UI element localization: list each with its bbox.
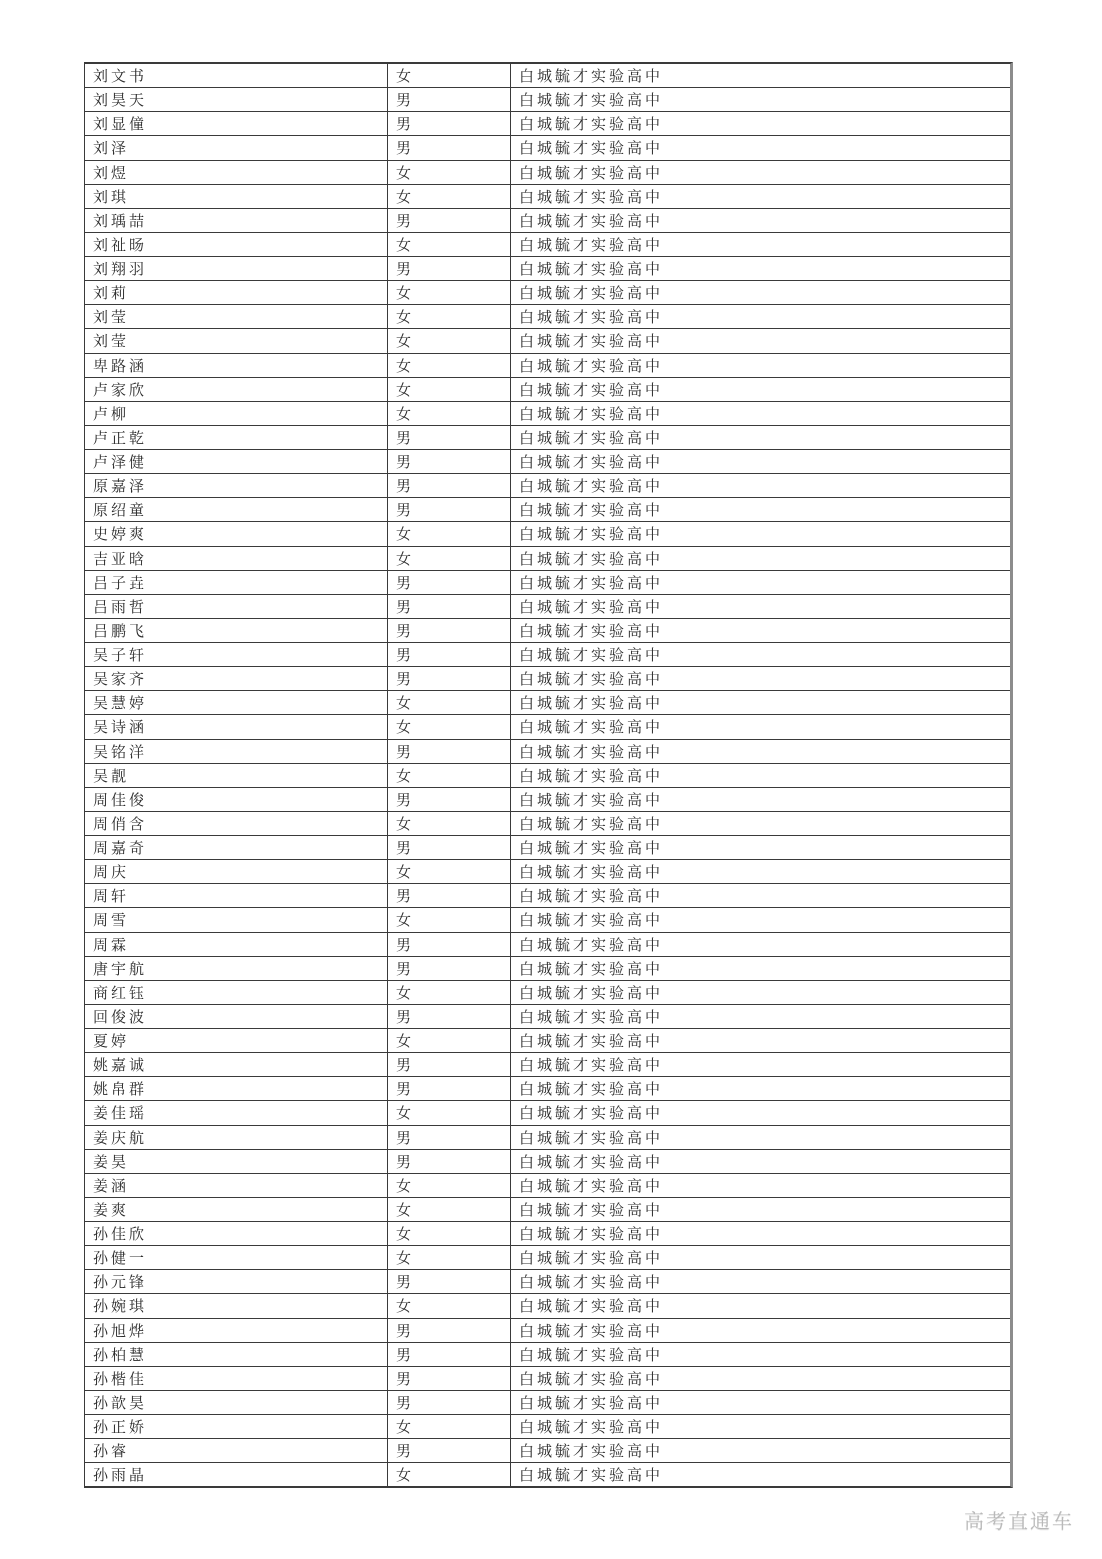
- gender-cell: 男: [388, 1150, 511, 1173]
- gender-cell: 女: [388, 860, 511, 883]
- gender-cell: 男: [388, 1439, 511, 1462]
- gender-cell: 男: [388, 957, 511, 980]
- gender-cell: 女: [388, 1294, 511, 1317]
- student-name-cell: 吴铭洋: [85, 740, 388, 763]
- school-cell: 白城毓才实验高中: [519, 1178, 664, 1195]
- table-row: [85, 1319, 1010, 1343]
- school-cell: 白城毓才实验高中: [519, 768, 664, 785]
- table-row: [85, 1198, 1010, 1222]
- gender-cell: 男: [388, 836, 511, 859]
- student-name-cell: 姜庆航: [85, 1126, 388, 1149]
- student-name-cell: 姚帛群: [85, 1077, 388, 1100]
- table-row: [85, 1150, 1010, 1174]
- table-row: [85, 1077, 1010, 1101]
- table-row: [85, 571, 1010, 595]
- gender-cell: 男: [388, 933, 511, 956]
- student-name-cell: 周雪: [85, 908, 388, 931]
- table-row: [85, 1101, 1010, 1125]
- student-name-cell: 刘琪: [85, 185, 388, 208]
- school-cell: 白城毓才实验高中: [519, 527, 664, 544]
- school-cell: 白城毓才实验高中: [519, 1082, 664, 1099]
- gender-cell: 男: [388, 498, 511, 521]
- gender-cell: 男: [388, 1270, 511, 1293]
- student-name-cell: 唐宇航: [85, 957, 388, 980]
- student-name-cell: 原绍童: [85, 498, 388, 521]
- table-row: [85, 1270, 1010, 1294]
- gender-cell: 男: [388, 571, 511, 594]
- student-name-cell: 孙歆昊: [85, 1391, 388, 1414]
- gender-cell: 男: [388, 1126, 511, 1149]
- table-row: [85, 812, 1010, 836]
- school-cell: 白城毓才实验高中: [519, 937, 664, 954]
- student-name-cell: 刘煜: [85, 161, 388, 184]
- student-name-cell: 吴慧婷: [85, 691, 388, 714]
- table-row: [85, 136, 1010, 160]
- gender-cell: 男: [388, 1343, 511, 1366]
- student-name-cell: 吉亚晗: [85, 547, 388, 570]
- student-name-cell: 吴靓: [85, 764, 388, 787]
- school-cell: 白城毓才实验高中: [519, 792, 664, 809]
- school-cell: 白城毓才实验高中: [519, 69, 664, 86]
- table-row: [85, 1439, 1010, 1463]
- student-name-cell: 孙雨晶: [85, 1463, 388, 1486]
- gender-cell: 男: [388, 209, 511, 232]
- table-row: [85, 667, 1010, 691]
- table-row: [85, 1367, 1010, 1391]
- table-row: [85, 933, 1010, 957]
- school-cell: 白城毓才实验高中: [519, 1323, 664, 1340]
- gender-cell: 女: [388, 1415, 511, 1438]
- gender-cell: 女: [388, 1463, 511, 1486]
- school-cell: 白城毓才实验高中: [519, 1227, 664, 1244]
- student-name-cell: 周轩: [85, 884, 388, 907]
- student-name-cell: 卢正乾: [85, 426, 388, 449]
- student-name-cell: 卑路涵: [85, 354, 388, 377]
- student-name-cell: 卢柳: [85, 402, 388, 425]
- school-cell: 白城毓才实验高中: [519, 406, 664, 423]
- school-cell: 白城毓才实验高中: [519, 503, 664, 520]
- gender-cell: 女: [388, 691, 511, 714]
- student-name-cell: 刘泽: [85, 136, 388, 159]
- gender-cell: 女: [388, 981, 511, 1004]
- student-name-cell: 姜涵: [85, 1174, 388, 1197]
- table-row: [85, 764, 1010, 788]
- school-cell: 白城毓才实验高中: [519, 310, 664, 327]
- gender-cell: 女: [388, 764, 511, 787]
- table-row: [85, 908, 1010, 932]
- gender-cell: 男: [388, 1319, 511, 1342]
- school-cell: 白城毓才实验高中: [519, 696, 664, 713]
- table-row: [85, 1222, 1010, 1246]
- student-name-cell: 周嘉奇: [85, 836, 388, 859]
- school-cell: 白城毓才实验高中: [519, 865, 664, 882]
- student-name-cell: 刘莹: [85, 305, 388, 328]
- gender-cell: 男: [388, 619, 511, 642]
- student-name-cell: 周霖: [85, 933, 388, 956]
- table-row: [85, 522, 1010, 546]
- school-cell: 白城毓才实验高中: [519, 672, 664, 689]
- gender-cell: 男: [388, 474, 511, 497]
- gender-cell: 男: [388, 1053, 511, 1076]
- school-cell: 白城毓才实验高中: [519, 1009, 664, 1026]
- school-cell: 白城毓才实验高中: [519, 1202, 664, 1219]
- school-cell: 白城毓才实验高中: [519, 1275, 664, 1292]
- student-name-cell: 孙健一: [85, 1246, 388, 1269]
- student-name-cell: 姜佳瑶: [85, 1101, 388, 1124]
- school-cell: 白城毓才实验高中: [519, 744, 664, 761]
- school-cell: 白城毓才实验高中: [519, 141, 664, 158]
- gender-cell: 男: [388, 426, 511, 449]
- student-name-cell: 卢家欣: [85, 378, 388, 401]
- table-row: [85, 209, 1010, 233]
- student-name-cell: 商红钰: [85, 981, 388, 1004]
- school-cell: 白城毓才实验高中: [519, 1299, 664, 1316]
- watermark-text: 高考直通车: [964, 1511, 1074, 1533]
- table-row: [85, 860, 1010, 884]
- table-row: [85, 161, 1010, 185]
- table-row: [85, 88, 1010, 112]
- student-name-cell: 姜爽: [85, 1198, 388, 1221]
- school-cell: 白城毓才实验高中: [519, 1347, 664, 1364]
- table-row: [85, 426, 1010, 450]
- table-row: [85, 836, 1010, 860]
- table-row: [85, 257, 1010, 281]
- table-row: [85, 1005, 1010, 1029]
- school-cell: 白城毓才实验高中: [519, 1468, 664, 1485]
- school-cell: 白城毓才实验高中: [519, 430, 664, 447]
- student-name-cell: 刘翔羽: [85, 257, 388, 280]
- table-row: [85, 498, 1010, 522]
- school-cell: 白城毓才实验高中: [519, 1034, 664, 1051]
- school-cell: 白城毓才实验高中: [519, 961, 664, 978]
- student-name-cell: 刘莉: [85, 281, 388, 304]
- school-cell: 白城毓才实验高中: [519, 93, 664, 110]
- school-cell: 白城毓才实验高中: [519, 1130, 664, 1147]
- school-cell: 白城毓才实验高中: [519, 1106, 664, 1123]
- gender-cell: 女: [388, 715, 511, 738]
- student-name-cell: 夏婷: [85, 1029, 388, 1052]
- table-row: [85, 402, 1010, 426]
- school-cell: 白城毓才实验高中: [519, 479, 664, 496]
- table-row: [85, 1246, 1010, 1270]
- school-cell: 白城毓才实验高中: [519, 913, 664, 930]
- student-name-cell: 史婷爽: [85, 522, 388, 545]
- gender-cell: 女: [388, 1101, 511, 1124]
- table-row: [85, 305, 1010, 329]
- student-name-cell: 刘文书: [85, 64, 388, 87]
- gender-cell: 女: [388, 1029, 511, 1052]
- table-row: [85, 1174, 1010, 1198]
- gender-cell: 男: [388, 667, 511, 690]
- table-row: [85, 884, 1010, 908]
- school-cell: 白城毓才实验高中: [519, 1444, 664, 1461]
- school-cell: 白城毓才实验高中: [519, 382, 664, 399]
- student-name-cell: 孙婉琪: [85, 1294, 388, 1317]
- table-row: [85, 354, 1010, 378]
- gender-cell: 女: [388, 1246, 511, 1269]
- student-name-cell: 周俏含: [85, 812, 388, 835]
- gender-cell: 女: [388, 281, 511, 304]
- school-cell: 白城毓才实验高中: [519, 648, 664, 665]
- gender-cell: 男: [388, 136, 511, 159]
- gender-cell: 女: [388, 185, 511, 208]
- school-cell: 白城毓才实验高中: [519, 623, 664, 640]
- student-name-cell: 孙柏慧: [85, 1343, 388, 1366]
- student-name-cell: 孙楷佳: [85, 1367, 388, 1390]
- school-cell: 白城毓才实验高中: [519, 889, 664, 906]
- gender-cell: 男: [388, 884, 511, 907]
- school-cell: 白城毓才实验高中: [519, 1058, 664, 1075]
- gender-cell: 男: [388, 595, 511, 618]
- school-cell: 白城毓才实验高中: [519, 286, 664, 303]
- student-name-cell: 吴家齐: [85, 667, 388, 690]
- student-name-cell: 刘瑀喆: [85, 209, 388, 232]
- table-row: [85, 595, 1010, 619]
- table-row: [85, 957, 1010, 981]
- gender-cell: 男: [388, 112, 511, 135]
- gender-cell: 男: [388, 1391, 511, 1414]
- school-cell: 白城毓才实验高中: [519, 117, 664, 134]
- school-cell: 白城毓才实验高中: [519, 1395, 664, 1412]
- table-row: [85, 112, 1010, 136]
- table-row: [85, 1126, 1010, 1150]
- student-name-cell: 吕子垚: [85, 571, 388, 594]
- student-name-cell: 孙睿: [85, 1439, 388, 1462]
- student-name-cell: 周佳俊: [85, 788, 388, 811]
- gender-cell: 女: [388, 161, 511, 184]
- student-name-cell: 周庆: [85, 860, 388, 883]
- table-row: [85, 1053, 1010, 1077]
- student-name-cell: 吕雨哲: [85, 595, 388, 618]
- gender-cell: 男: [388, 788, 511, 811]
- gender-cell: 女: [388, 378, 511, 401]
- gender-cell: 男: [388, 1005, 511, 1028]
- gender-cell: 女: [388, 1174, 511, 1197]
- table-row: [85, 643, 1010, 667]
- table-row: [85, 281, 1010, 305]
- table-row: [85, 740, 1010, 764]
- table-row: [85, 378, 1010, 402]
- student-name-cell: 刘莹: [85, 329, 388, 352]
- school-cell: 白城毓才实验高中: [519, 720, 664, 737]
- table-row: [85, 547, 1010, 571]
- student-name-cell: 孙元锋: [85, 1270, 388, 1293]
- school-cell: 白城毓才实验高中: [519, 1154, 664, 1171]
- gender-cell: 女: [388, 1198, 511, 1221]
- student-name-cell: 姜昊: [85, 1150, 388, 1173]
- student-roster-table: [84, 62, 1013, 1488]
- school-cell: 白城毓才实验高中: [519, 334, 664, 351]
- school-cell: 白城毓才实验高中: [519, 1371, 664, 1388]
- school-cell: 白城毓才实验高中: [519, 1420, 664, 1437]
- gender-cell: 女: [388, 908, 511, 931]
- gender-cell: 女: [388, 305, 511, 328]
- student-name-cell: 孙旭烨: [85, 1319, 388, 1342]
- table-row: [85, 691, 1010, 715]
- school-cell: 白城毓才实验高中: [519, 189, 664, 206]
- table-row: [85, 1294, 1010, 1318]
- table-row: [85, 1343, 1010, 1367]
- student-name-cell: 姚嘉诚: [85, 1053, 388, 1076]
- table-row: [85, 64, 1010, 88]
- gender-cell: 男: [388, 740, 511, 763]
- table-row: [85, 1415, 1010, 1439]
- gender-cell: 男: [388, 450, 511, 473]
- gender-cell: 女: [388, 547, 511, 570]
- table-row: [85, 1029, 1010, 1053]
- table-row: [85, 715, 1010, 739]
- table-row: [85, 450, 1010, 474]
- school-cell: 白城毓才实验高中: [519, 455, 664, 472]
- student-name-cell: 卢泽健: [85, 450, 388, 473]
- student-name-cell: 刘祉旸: [85, 233, 388, 256]
- school-cell: 白城毓才实验高中: [519, 358, 664, 375]
- school-cell: 白城毓才实验高中: [519, 1251, 664, 1268]
- school-cell: 白城毓才实验高中: [519, 985, 664, 1002]
- school-cell: 白城毓才实验高中: [519, 816, 664, 833]
- table-row: [85, 619, 1010, 643]
- gender-cell: 女: [388, 233, 511, 256]
- student-name-cell: 吕鹏飞: [85, 619, 388, 642]
- gender-cell: 男: [388, 1367, 511, 1390]
- table-row: [85, 329, 1010, 353]
- school-cell: 白城毓才实验高中: [519, 599, 664, 616]
- school-cell: 白城毓才实验高中: [519, 213, 664, 230]
- gender-cell: 女: [388, 329, 511, 352]
- student-name-cell: 吴子轩: [85, 643, 388, 666]
- school-cell: 白城毓才实验高中: [519, 165, 664, 182]
- table-row: [85, 1391, 1010, 1415]
- student-name-cell: 孙佳欣: [85, 1222, 388, 1245]
- school-cell: 白城毓才实验高中: [519, 262, 664, 279]
- school-cell: 白城毓才实验高中: [519, 237, 664, 254]
- table-row: [85, 981, 1010, 1005]
- student-name-cell: 刘显僮: [85, 112, 388, 135]
- table-row: [85, 474, 1010, 498]
- table-row: [85, 185, 1010, 209]
- gender-cell: 男: [388, 88, 511, 111]
- gender-cell: 男: [388, 257, 511, 280]
- gender-cell: 女: [388, 64, 511, 87]
- gender-cell: 男: [388, 643, 511, 666]
- school-cell: 白城毓才实验高中: [519, 575, 664, 592]
- table-row: [85, 233, 1010, 257]
- table-row: [85, 788, 1010, 812]
- gender-cell: 女: [388, 522, 511, 545]
- student-name-cell: 孙正娇: [85, 1415, 388, 1438]
- gender-cell: 女: [388, 812, 511, 835]
- gender-cell: 女: [388, 1222, 511, 1245]
- gender-cell: 男: [388, 1077, 511, 1100]
- school-cell: 白城毓才实验高中: [519, 841, 664, 858]
- student-name-cell: 吴诗涵: [85, 715, 388, 738]
- student-name-cell: 刘昊天: [85, 88, 388, 111]
- gender-cell: 女: [388, 402, 511, 425]
- table-row: [85, 1463, 1010, 1486]
- student-name-cell: 原嘉泽: [85, 474, 388, 497]
- student-name-cell: 回俊波: [85, 1005, 388, 1028]
- gender-cell: 女: [388, 354, 511, 377]
- school-cell: 白城毓才实验高中: [519, 551, 664, 568]
